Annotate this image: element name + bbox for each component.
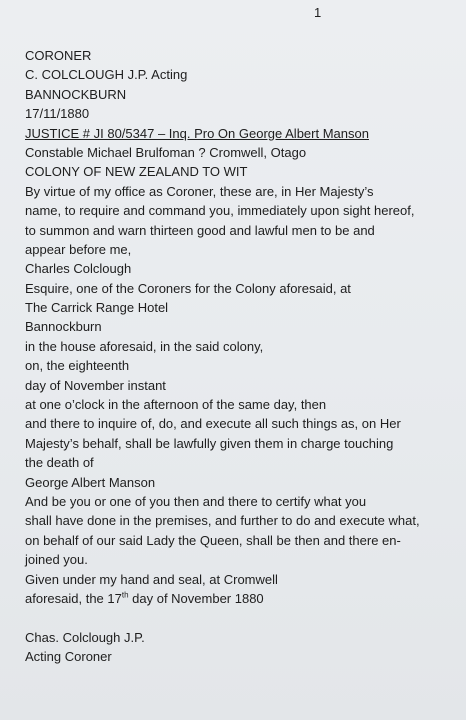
date-line-after: day of November 1880 <box>128 590 264 606</box>
body-line: and there to inquire of, do, and execute all such things as, on Her <box>25 416 401 432</box>
spacer <box>25 608 465 627</box>
body-line: name, to require and command you, immediately upon sight hereof, <box>25 203 415 219</box>
body-line: And be you or one of you then and there to certify what you <box>25 493 367 509</box>
body-line: to summon and warn thirteen good and lawful men to be and <box>25 222 375 238</box>
date-line <box>25 589 465 608</box>
body-line: By virtue of my office as Coroner, these are, in Her Majesty’s <box>25 183 374 199</box>
body-line: joined you. <box>25 552 88 568</box>
body-line: in the house aforesaid, in the said colony, <box>25 338 264 354</box>
body-line: Majesty’s behalf, shall be lawfully given them in charge touching <box>25 435 394 451</box>
page-number: 1 <box>314 5 322 20</box>
body-line: shall have done in the premises, and further to do and execute what, <box>25 513 420 529</box>
reference-text: JUSTICE # JI 80/5347 – Inq. Pro On George Albert Manson <box>25 125 369 141</box>
body-line: Esquire, one of the Coroners for the Colony aforesaid, at <box>25 280 351 296</box>
body-line: the death of <box>25 455 94 471</box>
coroner-name-line: Charles Colclough <box>25 261 132 277</box>
body-line: day of November instant <box>25 377 166 393</box>
body-line: on behalf of our said Lady the Queen, shall be then and there en- <box>25 532 401 548</box>
header-location: BANNOCKBURN <box>25 86 127 102</box>
signature-title: Acting Coroner <box>25 649 112 665</box>
place-line: Bannockburn <box>25 319 102 335</box>
header-date: 17/11/1880 <box>25 106 90 122</box>
deceased-name-line: George Albert Manson <box>25 474 156 490</box>
constable-line: Constable Michael Brulfoman ? Cromwell, Otago <box>25 144 307 160</box>
colony-heading: COLONY OF NEW ZEALAND TO WIT <box>25 164 248 180</box>
date-line-suffix: th <box>121 590 129 600</box>
reference-line <box>25 124 465 143</box>
body-line: on, the eighteenth <box>25 358 130 374</box>
body-line: at one o’clock in the afternoon of the same day, then <box>25 397 327 413</box>
header-coroner: CORONER <box>25 48 92 63</box>
document-body <box>25 46 465 667</box>
given-under-line: Given under my hand and seal, at Cromwell <box>25 571 278 587</box>
date-line-before: aforesaid, the 17 <box>25 590 122 606</box>
venue-line: The Carrick Range Hotel <box>25 300 169 316</box>
signature-name: Chas. Colclough J.P. <box>25 629 145 645</box>
body-line: appear before me, <box>25 241 132 257</box>
header-acting-name: C. COLCLOUGH J.P. Acting <box>25 67 188 83</box>
